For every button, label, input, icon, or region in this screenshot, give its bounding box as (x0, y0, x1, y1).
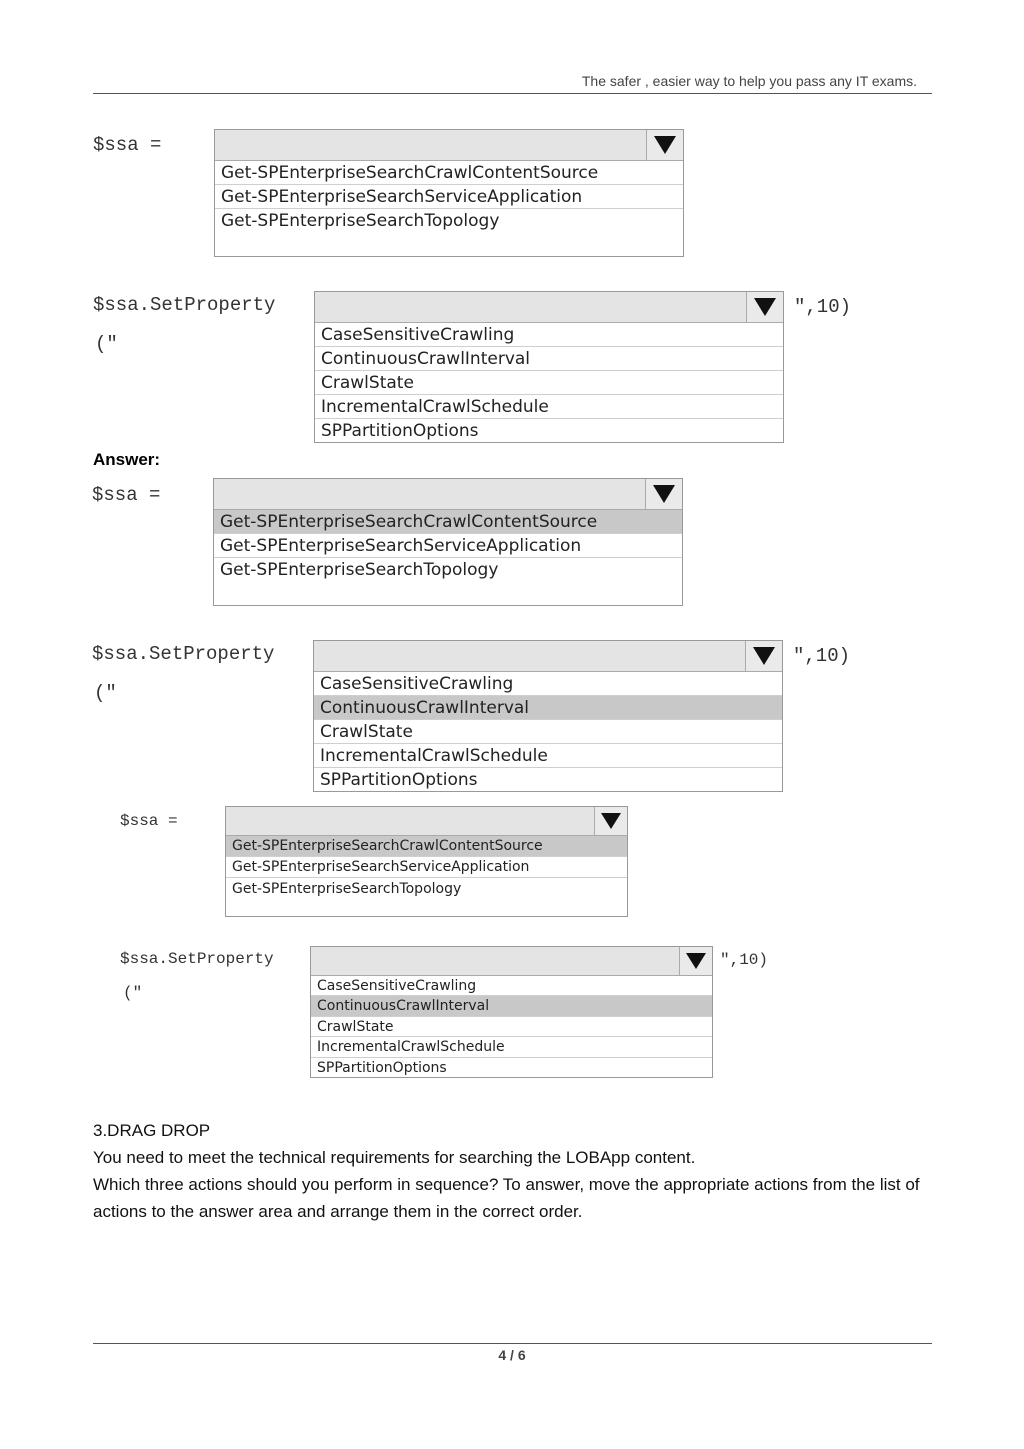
property-option[interactable]: CaseSensitiveCrawling (311, 976, 712, 996)
setproperty-label: $ssa.SetProperty (120, 950, 274, 968)
property-option[interactable]: CrawlState (311, 1017, 712, 1037)
ssa-label: $ssa = (93, 134, 162, 156)
property-option[interactable]: IncrementalCrawlSchedule (314, 744, 782, 768)
open-paren-text: (" (95, 333, 118, 355)
dropdown-arrow-icon[interactable] (745, 641, 782, 671)
property-option[interactable]: ContinuousCrawlInterval (315, 347, 783, 371)
setproperty-label: $ssa.SetProperty (92, 643, 275, 665)
close-args-text: ",10) (793, 645, 851, 667)
ssa-dropdown[interactable] (214, 129, 684, 257)
answer-property-dropdown[interactable] (313, 640, 783, 792)
ssa-option[interactable]: Get-SPEnterpriseSearchServiceApplication (226, 857, 627, 878)
dropdown-arrow-icon[interactable] (746, 292, 783, 322)
dropdown-arrow-icon[interactable] (645, 479, 682, 509)
property-option[interactable]: CaseSensitiveCrawling (315, 323, 783, 347)
ssa-option[interactable]: Get-SPEnterpriseSearchCrawlContentSource (215, 161, 683, 185)
page-number: 4 / 6 (498, 1347, 526, 1363)
property-option[interactable]: SPPartitionOptions (317, 1059, 447, 1076)
ssa-label: $ssa = (92, 484, 161, 506)
answer-ssa-dropdown[interactable] (213, 478, 683, 606)
property-option[interactable]: SPPartitionOptions (321, 420, 479, 441)
ssa-option[interactable]: Get-SPEnterpriseSearchServiceApplication (215, 185, 683, 209)
property-option-selected[interactable]: ContinuousCrawlInterval (314, 696, 782, 720)
answer-ssa-dropdown-small[interactable] (225, 806, 628, 917)
property-option[interactable]: IncrementalCrawlSchedule (311, 1037, 712, 1058)
dropdown-arrow-icon[interactable] (646, 130, 683, 160)
ssa-option[interactable]: Get-SPEnterpriseSearchTopology (232, 880, 462, 897)
ssa-option-selected[interactable]: Get-SPEnterpriseSearchCrawlContentSource (226, 836, 627, 857)
question-line-2: Which three actions should you perform in sequence? To answer, move the appropriate actions from the list of actions to the answer area and arrange them in the correct order. (93, 1175, 920, 1221)
answer-label: Answer: (93, 450, 161, 469)
close-args-text: ",10) (794, 296, 852, 318)
open-paren-text: (" (94, 682, 117, 704)
question-number: 3.DRAG DROP (93, 1121, 211, 1140)
answer-property-dropdown-small[interactable] (310, 946, 713, 1078)
property-option[interactable]: CaseSensitiveCrawling (314, 672, 782, 696)
ssa-option[interactable]: Get-SPEnterpriseSearchTopology (221, 211, 500, 231)
header-tagline: The safer , easier way to help you pass any IT exams. (581, 73, 917, 89)
dropdown-arrow-icon[interactable] (594, 807, 627, 835)
property-option[interactable]: CrawlState (315, 371, 783, 395)
property-option[interactable]: SPPartitionOptions (320, 769, 478, 790)
dropdown-arrow-icon[interactable] (679, 947, 712, 975)
close-args-text: ",10) (720, 951, 769, 969)
property-option[interactable]: IncrementalCrawlSchedule (315, 395, 783, 419)
setproperty-label: $ssa.SetProperty (93, 294, 276, 316)
property-dropdown[interactable] (314, 291, 784, 443)
question-line-1: You need to meet the technical requirements for searching the LOBApp content. (93, 1148, 696, 1167)
header-rule (93, 93, 932, 94)
open-paren-text: (" (123, 984, 143, 1002)
property-option-selected[interactable]: ContinuousCrawlInterval (311, 996, 712, 1017)
ssa-option-selected[interactable]: Get-SPEnterpriseSearchCrawlContentSource (214, 510, 682, 534)
ssa-option[interactable]: Get-SPEnterpriseSearchServiceApplication (214, 534, 682, 558)
property-option[interactable]: CrawlState (314, 720, 782, 744)
footer-rule (93, 1343, 932, 1344)
ssa-label: $ssa = (120, 812, 178, 830)
ssa-option[interactable]: Get-SPEnterpriseSearchTopology (220, 560, 499, 580)
